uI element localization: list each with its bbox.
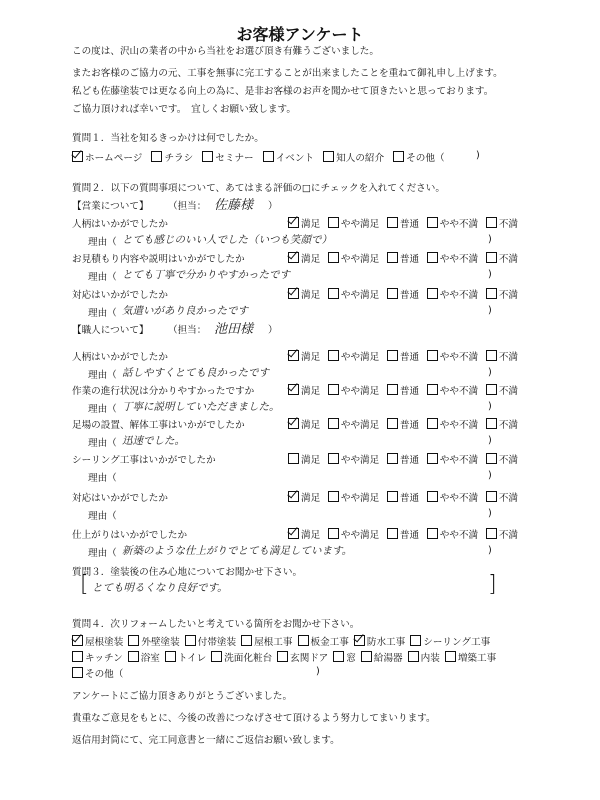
intro-line: この度は、沢山の業者の中から当社をお選び頂き有難うございました。 xyxy=(72,46,379,57)
rating-option[interactable] xyxy=(427,349,478,363)
rating-label: 満足 xyxy=(301,254,321,265)
rating-label: やや不満 xyxy=(439,219,479,230)
reason-answer[interactable]: 新築のような仕上がりでとても満足しています。 xyxy=(122,545,353,557)
q4-option[interactable] xyxy=(298,634,349,648)
checkbox-icon[interactable] xyxy=(288,453,299,464)
rating-label: やや満足 xyxy=(340,420,380,431)
checkbox-icon[interactable] xyxy=(486,418,497,429)
q1-other-close: ) xyxy=(476,150,480,161)
q2-label: 質問２．以下の質問事項について、あてはまる評価の□にチェックを入れてください。 xyxy=(72,183,445,194)
checkbox-icon[interactable] xyxy=(486,528,497,539)
q1-label: 質問１．当社を知るきっかけは何でしたか。 xyxy=(72,133,264,144)
q1-option-referral[interactable]: 知人の紹介 xyxy=(323,150,384,164)
checkbox-icon[interactable] xyxy=(277,651,288,662)
rating-option[interactable] xyxy=(427,383,478,397)
rating-label: 満足 xyxy=(301,530,321,541)
checkbox-icon[interactable] xyxy=(387,252,398,263)
q4-option[interactable] xyxy=(277,650,328,664)
rating-label: 普通 xyxy=(399,219,420,230)
rating-option[interactable] xyxy=(328,417,379,431)
q4-option-label: 付帯塗装 xyxy=(197,637,237,648)
q2-question-text: 作業の進行状況は分かりやすかったですか xyxy=(72,386,255,397)
q2-question-text: 対応はいかがでしたか xyxy=(72,493,168,504)
checkbox-icon[interactable] xyxy=(486,453,497,464)
checkbox-icon[interactable] xyxy=(408,651,419,662)
q3-bracket-close: ] xyxy=(488,572,497,597)
checkbox-icon[interactable] xyxy=(72,667,83,678)
reason-label: 理由（ xyxy=(88,370,117,381)
rating-option[interactable] xyxy=(387,287,419,301)
rating-option[interactable] xyxy=(328,383,379,397)
q4-option-label: 給湯器 xyxy=(373,653,403,664)
q4-option[interactable] xyxy=(72,650,123,664)
reason-answer[interactable]: 丁寧に説明していただきました。 xyxy=(122,401,280,413)
rating-label: 不満 xyxy=(498,455,518,466)
q3-label: 質問３．塗装後の住み心地についてお聞かせ下さい。 xyxy=(72,567,303,578)
q4-option[interactable] xyxy=(72,634,123,648)
reason-close: ) xyxy=(488,470,492,481)
checkbox-icon[interactable] xyxy=(72,651,83,662)
intro-line: 私ども佐藤塗装では更なる向上の為に、是非お客様のお声を聞かせて頂きたいと思っております。 xyxy=(72,86,494,97)
rating-label: 普通 xyxy=(399,420,420,431)
rating-option[interactable] xyxy=(427,216,478,230)
checkbox-icon[interactable] xyxy=(486,491,497,502)
closing-line: 貴重なご意見をもとに、今後の改善につなげさせて頂けるよう努力してまいります。 xyxy=(72,713,436,724)
rating-group xyxy=(288,349,518,363)
checkbox-icon[interactable] xyxy=(185,635,196,646)
q1-option-seminar[interactable]: セミナー xyxy=(202,150,253,164)
rating-label: 不満 xyxy=(498,386,518,397)
q2-question-text: お見積もり内容や説明はいかがでしたか xyxy=(72,254,245,265)
q4-option-label: 内装 xyxy=(420,653,440,664)
rating-option[interactable] xyxy=(486,287,518,301)
rating-label: 満足 xyxy=(301,493,321,504)
rating-option[interactable] xyxy=(387,452,419,466)
rating-label: 満足 xyxy=(301,386,321,397)
closing-line: 返信用封筒にて、完工同意書と一緒にご返信お願い致します。 xyxy=(72,735,340,746)
rating-option[interactable] xyxy=(387,527,419,541)
checkbox-icon[interactable] xyxy=(387,350,398,361)
checkbox-icon[interactable] xyxy=(427,491,438,502)
rating-option[interactable] xyxy=(486,251,518,265)
checkbox-checked-icon[interactable] xyxy=(288,491,299,502)
rating-label: 不満 xyxy=(498,493,518,504)
checkbox-icon[interactable] xyxy=(328,350,339,361)
checkbox-icon[interactable] xyxy=(211,651,222,662)
checkbox-checked-icon[interactable] xyxy=(288,384,299,395)
closing-line: アンケートにご協力頂きありがとうございました。 xyxy=(72,691,293,702)
checkbox-icon[interactable] xyxy=(410,635,421,646)
checkbox-icon[interactable] xyxy=(387,217,398,228)
checkbox-icon[interactable] xyxy=(427,528,438,539)
craft-staff-name: 池田様 xyxy=(214,322,254,337)
rating-option[interactable] xyxy=(486,349,518,363)
rating-option[interactable] xyxy=(486,490,518,504)
craft-staff-label: （担当： xyxy=(168,325,207,336)
rating-label: やや不満 xyxy=(439,290,479,301)
q3-answer[interactable]: とても明るくなり良好です。 xyxy=(92,582,228,594)
checkbox-icon[interactable] xyxy=(328,384,339,395)
rating-option[interactable] xyxy=(387,383,419,397)
q4-options-row2 xyxy=(72,650,496,664)
rating-label: 不満 xyxy=(498,290,518,301)
checkbox-icon[interactable] xyxy=(427,453,438,464)
checkbox-icon[interactable] xyxy=(165,651,176,662)
q1-option-other[interactable]: その他（ xyxy=(393,150,444,164)
q1-option-event[interactable]: イベント xyxy=(263,150,314,164)
q4-option-label: シーリング工事 xyxy=(423,637,491,648)
rating-label: 満足 xyxy=(301,455,321,466)
rating-option[interactable] xyxy=(427,417,478,431)
checkbox-icon[interactable] xyxy=(333,651,344,662)
checkbox-icon[interactable] xyxy=(445,651,456,662)
checkbox-icon[interactable] xyxy=(241,635,252,646)
checkbox-checked-icon[interactable] xyxy=(288,288,299,299)
craft-staff-close: ） xyxy=(268,325,278,336)
checkbox-icon[interactable] xyxy=(486,217,497,228)
rating-group xyxy=(288,417,518,431)
q4-option-label: 洗面化粧台 xyxy=(224,653,273,664)
reason-close: ) xyxy=(488,508,492,519)
rating-option[interactable] xyxy=(328,527,379,541)
rating-label: やや不満 xyxy=(439,420,479,431)
q4-option[interactable] xyxy=(445,650,496,664)
rating-option[interactable] xyxy=(387,251,419,265)
reason-answer[interactable]: とても丁寧で分かりやすかったです xyxy=(122,269,290,281)
rating-label: やや満足 xyxy=(340,219,380,230)
rating-group xyxy=(288,216,518,230)
checkbox-checked-icon[interactable] xyxy=(288,217,299,228)
rating-label: 普通 xyxy=(399,254,420,265)
checkbox-icon[interactable] xyxy=(328,288,339,299)
checkbox-icon[interactable] xyxy=(427,418,438,429)
rating-option[interactable] xyxy=(427,287,478,301)
q2-question-text: 仕上がりはいかがでしたか xyxy=(72,530,188,541)
rating-option[interactable] xyxy=(427,527,478,541)
q2-question-text: 足場の設置、解体工事はいかがでしたか xyxy=(72,420,245,431)
rating-option[interactable] xyxy=(387,417,419,431)
rating-option[interactable] xyxy=(288,287,320,301)
reason-close: ) xyxy=(488,435,492,446)
rating-label: やや満足 xyxy=(340,493,380,504)
rating-label: 普通 xyxy=(399,530,420,541)
rating-label: 不満 xyxy=(498,219,518,230)
reason-label: 理由（ xyxy=(88,511,117,522)
rating-label: やや不満 xyxy=(439,352,479,363)
sales-header: 【営業について】 xyxy=(72,201,149,212)
checkbox-icon[interactable] xyxy=(387,418,398,429)
reason-answer[interactable]: 迅速でした。 xyxy=(122,435,185,447)
rating-group xyxy=(288,527,518,541)
rating-label: 満足 xyxy=(301,420,321,431)
reason-answer[interactable]: 話しやすくとても良かったです xyxy=(122,367,269,379)
checkbox-icon[interactable] xyxy=(387,288,398,299)
intro-line: またお客様のご協力の元、工事を無事に完工することが出来ましたことを重ねて御礼申し上げます。 xyxy=(72,68,503,79)
q1-options xyxy=(72,150,445,164)
sales-staff-name: 佐藤様 xyxy=(214,198,254,213)
reason-label: 理由（ xyxy=(88,237,117,248)
q4-option[interactable] xyxy=(410,634,490,648)
rating-option[interactable] xyxy=(387,216,419,230)
checkbox-icon[interactable] xyxy=(387,453,398,464)
rating-label: 満足 xyxy=(301,352,321,363)
checkbox-checked-icon[interactable] xyxy=(288,350,299,361)
q4-option-label: 外壁塗装 xyxy=(141,637,180,648)
rating-option[interactable] xyxy=(486,417,518,431)
rating-option[interactable] xyxy=(288,417,320,431)
q4-option[interactable] xyxy=(165,650,206,664)
craft-header: 【職人について】 xyxy=(72,325,149,336)
q4-option[interactable] xyxy=(354,634,405,648)
q4-option-other[interactable]: その他（ xyxy=(72,666,123,680)
checkbox-icon[interactable] xyxy=(328,217,339,228)
rating-option[interactable] xyxy=(486,383,518,397)
checkbox-icon[interactable] xyxy=(128,635,139,646)
rating-label: 不満 xyxy=(498,254,518,265)
q2-question-text: 対応はいかがでしたか xyxy=(72,290,168,301)
rating-option[interactable] xyxy=(427,452,478,466)
checkbox-icon[interactable] xyxy=(328,491,339,502)
checkbox-icon[interactable] xyxy=(427,384,438,395)
rating-label: 普通 xyxy=(399,352,420,363)
checkbox-icon[interactable] xyxy=(328,453,339,464)
reason-label: 理由（ xyxy=(88,548,117,559)
q2-question-text: シーリング工事はいかがでしたか xyxy=(72,455,216,466)
intro-line: ご協力頂ければ幸いです。 宜しくお願い致します。 xyxy=(72,104,296,115)
checkbox-checked-icon[interactable] xyxy=(288,252,299,263)
q4-label: 質問４．次リフォームしたいと考えている箇所をお聞かせ下さい。 xyxy=(72,619,360,630)
q4-option[interactable] xyxy=(408,650,440,664)
q2-question-text: 人柄はいかがでしたか xyxy=(72,352,168,363)
rating-label: 不満 xyxy=(498,352,518,363)
rating-option[interactable] xyxy=(328,216,379,230)
checkbox-icon[interactable] xyxy=(486,288,497,299)
rating-option[interactable] xyxy=(427,490,478,504)
q4-option[interactable] xyxy=(333,650,356,664)
q2-question-text: 人柄はいかがでしたか xyxy=(72,219,168,230)
checkbox-icon[interactable] xyxy=(361,651,372,662)
reason-answer[interactable]: とても感じのいい人でした（いつも笑顔で） xyxy=(122,234,332,246)
q4-option-label: 玄関ドア xyxy=(290,653,329,664)
q4-option[interactable] xyxy=(128,650,160,664)
checkbox-icon[interactable] xyxy=(323,151,334,162)
q4-option-label: キッチン xyxy=(85,653,123,664)
reason-label: 理由（ xyxy=(88,438,117,449)
checkbox-icon[interactable] xyxy=(387,491,398,502)
checkbox-icon[interactable] xyxy=(427,217,438,228)
rating-option[interactable] xyxy=(486,527,518,541)
checkbox-icon[interactable] xyxy=(427,288,438,299)
rating-option[interactable] xyxy=(328,251,379,265)
checkbox-icon[interactable] xyxy=(486,384,497,395)
rating-option[interactable] xyxy=(328,287,379,301)
rating-option[interactable] xyxy=(328,490,379,504)
rating-option[interactable] xyxy=(288,216,320,230)
checkbox-icon[interactable] xyxy=(263,151,274,162)
rating-label: やや不満 xyxy=(439,254,479,265)
rating-label: やや満足 xyxy=(340,386,380,397)
rating-option[interactable] xyxy=(288,490,320,504)
q4-option[interactable] xyxy=(185,634,236,648)
q4-option-label: 屋根塗装 xyxy=(85,637,124,648)
q4-options-row1 xyxy=(72,634,490,648)
rating-label: 満足 xyxy=(301,219,321,230)
reason-label: 理由（ xyxy=(88,308,117,319)
checkbox-icon[interactable] xyxy=(328,418,339,429)
q4-option[interactable] xyxy=(211,650,272,664)
rating-label: 満足 xyxy=(301,290,321,301)
q4-option-label: 防水工事 xyxy=(366,637,406,648)
checkbox-icon[interactable] xyxy=(151,151,162,162)
q4-option[interactable] xyxy=(128,634,179,648)
q1-option-flyer[interactable]: チラシ xyxy=(151,150,193,164)
q3-bracket-open: [ xyxy=(80,572,89,597)
rating-option[interactable] xyxy=(486,452,518,466)
rating-label: やや不満 xyxy=(439,493,479,504)
reason-close: ) xyxy=(488,401,492,412)
rating-label: 不満 xyxy=(498,530,518,541)
q4-option-label: 窓 xyxy=(346,653,356,664)
rating-group xyxy=(288,490,518,504)
rating-label: 不満 xyxy=(498,420,518,431)
rating-label: 普通 xyxy=(399,386,420,397)
rating-label: やや満足 xyxy=(340,254,380,265)
rating-option[interactable] xyxy=(288,452,320,466)
reason-close: ) xyxy=(488,234,492,245)
rating-label: やや不満 xyxy=(439,530,479,541)
checkbox-icon[interactable] xyxy=(202,151,213,162)
q4-option-label: トイレ xyxy=(177,653,207,664)
rating-label: やや満足 xyxy=(340,290,380,301)
rating-option[interactable] xyxy=(387,349,419,363)
q4-other-close: ) xyxy=(316,666,320,677)
rating-group xyxy=(288,287,518,301)
rating-option[interactable] xyxy=(427,251,478,265)
rating-group xyxy=(288,251,518,265)
q4-option[interactable] xyxy=(361,650,403,664)
checkbox-checked-icon[interactable] xyxy=(288,528,299,539)
checkbox-icon[interactable] xyxy=(387,528,398,539)
rating-label: 普通 xyxy=(399,290,420,301)
rating-label: やや満足 xyxy=(340,455,380,466)
q4-option-label: 板金工事 xyxy=(310,637,349,648)
reason-label: 理由（ xyxy=(88,272,117,283)
checkbox-icon[interactable] xyxy=(427,252,438,263)
checkbox-checked-icon[interactable] xyxy=(354,635,365,646)
rating-label: 普通 xyxy=(399,493,420,504)
q4-option[interactable] xyxy=(241,634,292,648)
checkbox-icon[interactable] xyxy=(393,151,404,162)
q4-option-label: 屋根工事 xyxy=(254,637,293,648)
rating-group xyxy=(288,383,518,397)
sales-staff-label: （担当： xyxy=(168,201,207,212)
rating-option[interactable] xyxy=(288,383,320,397)
checkbox-icon[interactable] xyxy=(328,528,339,539)
rating-option[interactable] xyxy=(288,251,320,265)
rating-option[interactable] xyxy=(288,349,320,363)
reason-label: 理由（ xyxy=(88,404,117,415)
rating-label: やや満足 xyxy=(340,352,380,363)
checkbox-icon[interactable] xyxy=(328,252,339,263)
rating-option[interactable] xyxy=(328,452,379,466)
reason-label: 理由（ xyxy=(88,473,117,484)
checkbox-icon[interactable] xyxy=(486,350,497,361)
reason-close: ) xyxy=(488,269,492,280)
rating-option[interactable] xyxy=(387,490,419,504)
checkbox-icon[interactable] xyxy=(387,384,398,395)
q4-option-label: 増築工事 xyxy=(457,653,497,664)
checkbox-checked-icon[interactable] xyxy=(72,151,83,162)
rating-label: 普通 xyxy=(399,455,420,466)
rating-label: やや満足 xyxy=(340,530,380,541)
q1-option-homepage[interactable]: ホームページ xyxy=(72,150,142,164)
rating-group xyxy=(288,452,518,466)
reason-close: ) xyxy=(488,305,492,316)
reason-close: ) xyxy=(488,367,492,378)
q4-option-label: 浴室 xyxy=(140,653,160,664)
rating-option[interactable] xyxy=(328,349,379,363)
page-title: お客様アンケート xyxy=(236,25,364,44)
rating-option[interactable] xyxy=(288,527,320,541)
rating-label: やや不満 xyxy=(439,386,479,397)
checkbox-checked-icon[interactable] xyxy=(288,418,299,429)
rating-option[interactable] xyxy=(486,216,518,230)
rating-label: やや不満 xyxy=(439,455,479,466)
checkbox-icon[interactable] xyxy=(298,635,309,646)
checkbox-icon[interactable] xyxy=(427,350,438,361)
checkbox-checked-icon[interactable] xyxy=(72,635,83,646)
checkbox-icon[interactable] xyxy=(486,252,497,263)
sales-staff-close: ） xyxy=(268,201,278,212)
checkbox-icon[interactable] xyxy=(128,651,139,662)
reason-close: ) xyxy=(488,545,492,556)
reason-answer[interactable]: 気遣いがあり良かったです xyxy=(122,305,248,317)
